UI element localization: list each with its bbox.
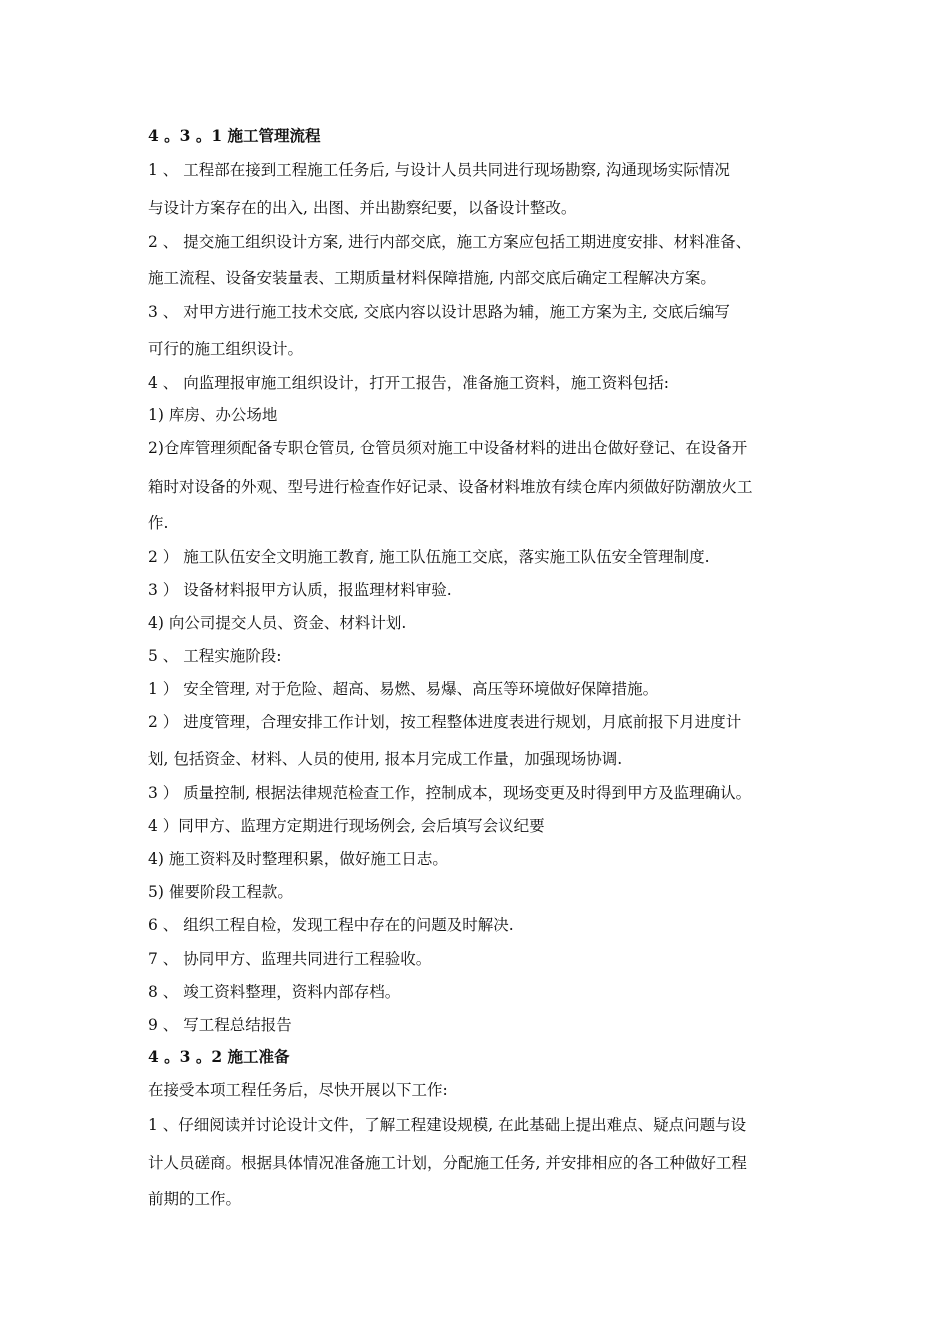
paragraph-line: 施工流程、设备安装量表、工期质量材料保障措施, 内部交底后确定工程解决方案。 — [148, 269, 716, 287]
paragraph-line: 5 、 工程实施阶段: — [148, 647, 282, 665]
paragraph-line: 在接受本项工程任务后，尽快开展以下工作: — [148, 1081, 448, 1099]
paragraph-line: 与设计方案存在的出入, 出图、并出勘察纪要，以备设计整改。 — [148, 199, 577, 217]
paragraph-line: 3 ） 质量控制, 根据法律规范检查工作，控制成本，现场变更及时得到甲方及监理确认。 — [148, 784, 752, 802]
paragraph-line: 4 、 向监理报审施工组织设计，打开工报告，准备施工资料，施工资料包括: — [148, 374, 669, 392]
paragraph-line: 4 ）同甲方、监理方定期进行现场例会, 会后填写会议纪要 — [148, 817, 545, 835]
paragraph-line: 7 、 协同甲方、监理共同进行工程验收。 — [148, 950, 432, 968]
paragraph-line: 5) 催要阶段工程款。 — [148, 883, 293, 901]
paragraph-line: 4) 向公司提交人员、资金、材料计划. — [148, 614, 407, 632]
paragraph-line: 1) 库房、办公场地 — [148, 406, 278, 424]
paragraph-line: 2)仓库管理须配备专职仓管员, 仓管员须对施工中设备材料的进出仓做好登记、在设备开 — [148, 439, 748, 457]
paragraph-line: 箱时对设备的外观、型号进行检查作好记录、设备材料堆放有续仓库内须做好防潮放火工 — [148, 478, 753, 496]
paragraph-line: 1 、仔细阅读并讨论设计文件，了解工程建设规模, 在此基础上提出难点、疑点问题与设 — [148, 1116, 747, 1134]
paragraph-line: 6 、 组织工程自检，发现工程中存在的问题及时解决. — [148, 916, 514, 934]
paragraph-line: 划, 包括资金、材料、人员的使用, 报本月完成工作量，加强现场协调. — [148, 750, 623, 768]
paragraph-line: 3 、 对甲方进行施工技术交底, 交底内容以设计思路为辅，施工方案为主, 交底后编写 — [148, 303, 730, 321]
paragraph-line: 4) 施工资料及时整理积累，做好施工日志。 — [148, 850, 448, 868]
paragraph-line: 计人员磋商。根据具体情况准备施工计划，分配施工任务, 并安排相应的各工种做好工程 — [148, 1154, 747, 1172]
paragraph-line: 1 ） 安全管理, 对于危险、超高、易燃、易爆、高压等环境做好保障措施。 — [148, 680, 659, 698]
paragraph-line: 前期的工作。 — [148, 1190, 242, 1208]
section-heading-4-3-2: 4 。3 。2 施工准备 — [148, 1047, 290, 1066]
paragraph-line: 9 、 写工程总结报告 — [148, 1016, 292, 1034]
section-heading-4-3-1: 4 。3 。1 施工管理流程 — [148, 126, 321, 145]
paragraph-line: 2 、 提交施工组织设计方案, 进行内部交底，施工方案应包括工期进度安排、材料准备、 — [148, 233, 752, 251]
paragraph-line: 2 ） 进度管理，合理安排工作计划，按工程整体进度表进行规划，月底前报下月进度计 — [148, 713, 742, 731]
paragraph-line: 作. — [148, 514, 169, 532]
paragraph-line: 8 、 竣工资料整理，资料内部存档。 — [148, 983, 401, 1001]
paragraph-line: 3 ） 设备材料报甲方认质，报监理材料审验. — [148, 581, 452, 599]
paragraph-line: 1 、 工程部在接到工程施工任务后, 与设计人员共同进行现场勘察, 沟通现场实际情况 — [148, 161, 730, 179]
paragraph-line: 可行的施工组织设计。 — [148, 340, 304, 358]
paragraph-line: 2 ） 施工队伍安全文明施工教育, 施工队伍施工交底，落实施工队伍安全管理制度. — [148, 548, 710, 566]
